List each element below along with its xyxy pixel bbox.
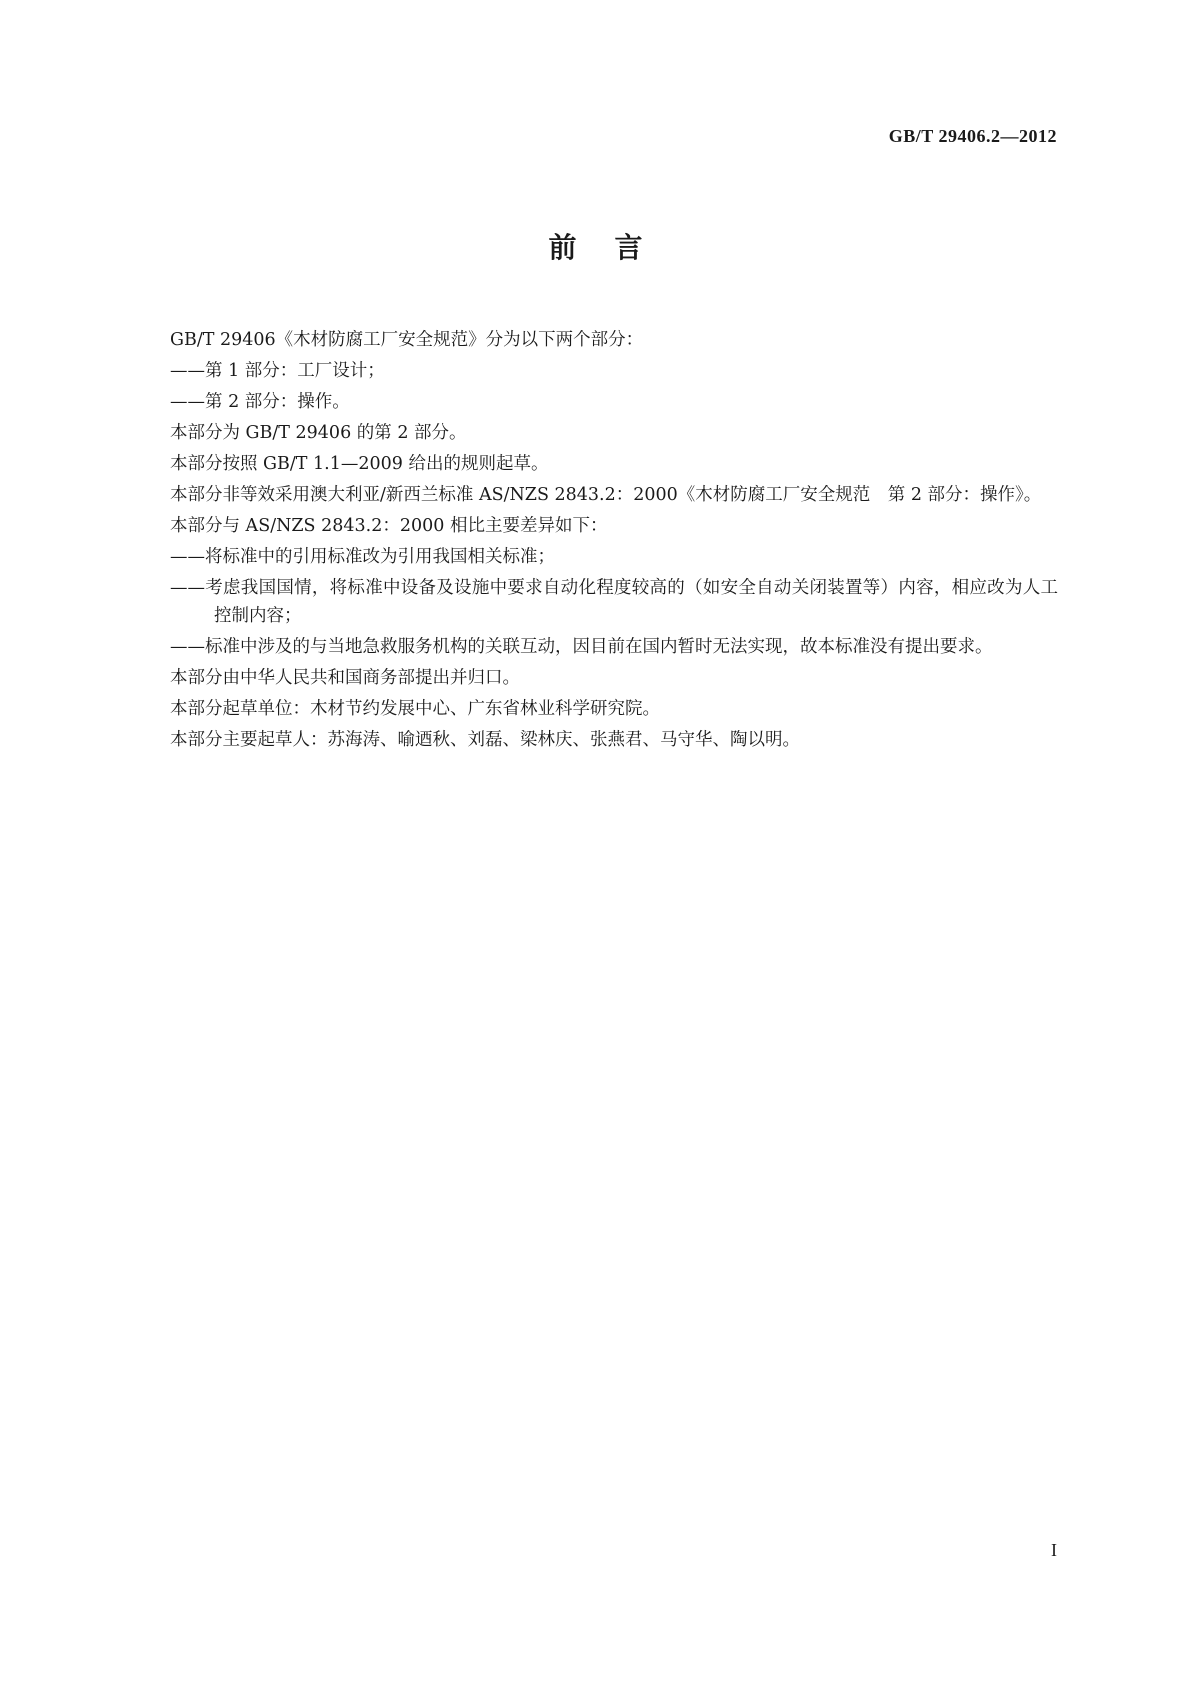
list-item-difference-3: ——标准中涉及的与当地急救服务机构的关联互动，因目前在国内暂时无法实现，故本标准没有提出要求。	[170, 637, 993, 657]
foreword-body	[134, 326, 1058, 757]
list-item-part1: ——第 1 部分：工厂设计；	[170, 361, 385, 381]
paragraph-adoption: 本部分非等效采用澳大利亚/新西兰标准 AS/NZS 2843.2：2000《木材防腐工厂安全规范 第 2 部分：操作》。	[170, 485, 1042, 505]
standard-code: GB/T 29406.2—2012	[888, 126, 1057, 146]
list-item-difference-1: ——将标准中的引用标准改为引用我国相关标准；	[170, 547, 555, 567]
paragraph-drafters: 本部分主要起草人：苏海涛、喻迺秋、刘磊、梁林庆、张燕君、马守华、陶以明。	[170, 730, 800, 750]
paragraph-this-part: 本部分为 GB/T 29406 的第 2 部分。	[170, 423, 467, 443]
paragraph-proposer: 本部分由中华人民共和国商务部提出并归口。	[170, 668, 520, 688]
page-title: 前言	[548, 231, 681, 264]
list-item-part2: ——第 2 部分：操作。	[170, 392, 350, 412]
page-number: I	[1051, 1540, 1057, 1560]
paragraph-parts-intro: GB/T 29406《木材防腐工厂安全规范》分为以下两个部分：	[170, 330, 644, 350]
paragraph-differences-intro: 本部分与 AS/NZS 2843.2：2000 相比主要差异如下：	[170, 516, 608, 536]
paragraph-drafting-rules: 本部分按照 GB/T 1.1—2009 给出的规则起草。	[170, 454, 549, 474]
paragraph-drafting-units: 本部分起草单位：木材节约发展中心、广东省林业科学研究院。	[170, 699, 660, 719]
list-item-difference-2: ——考虑我国国情，将标准中设备及设施中要求自动化程度较高的（如安全自动关闭装置等）内容，相应改为人工控制内容；	[170, 578, 1058, 626]
